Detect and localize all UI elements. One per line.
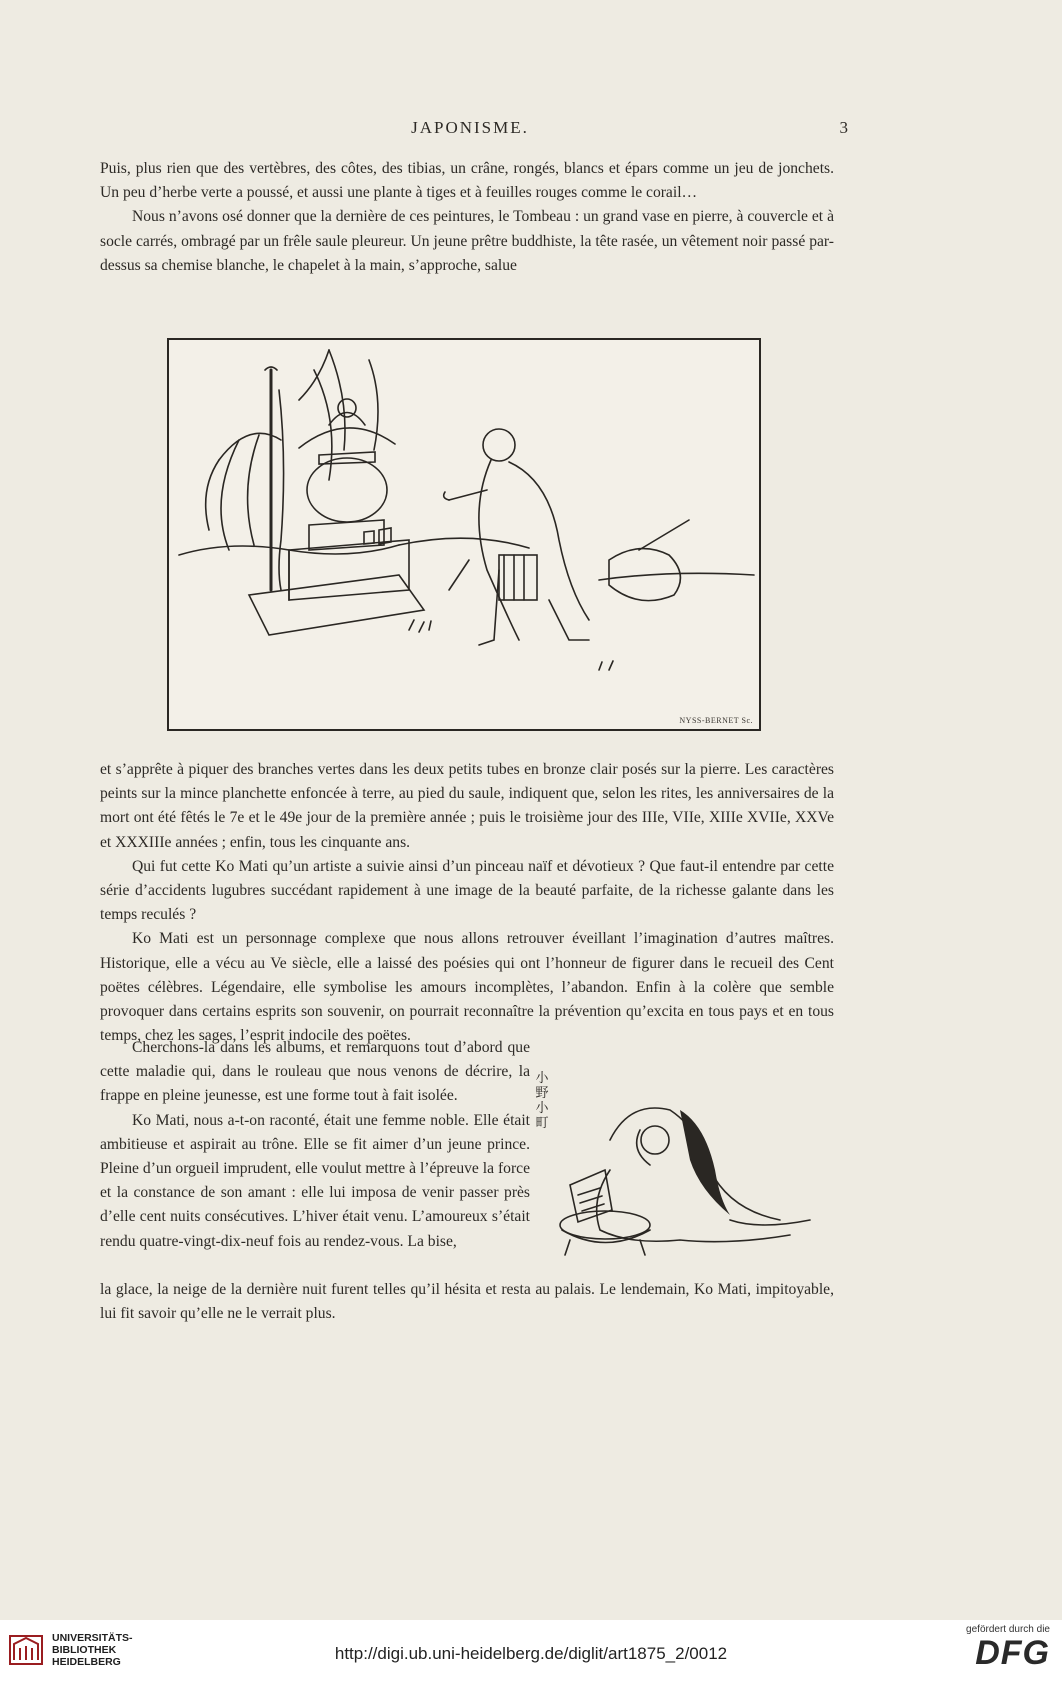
calligraphy-seal: 小野小町 (535, 1070, 549, 1130)
paragraph: Nous n’avons osé donner que la dernière de ces peintures, le Tombeau : un grand vase en pierre, à couvercle et à socle carrés, ombragé par un frêle saule pleureur. Un jeune prêtre buddhiste, la tête rasée, un vêtement noir passé par-dessus sa chemise blanche, le chapelet à la main, s’approche, salue (100, 208, 834, 274)
paragraph: Ko Mati, nous a-t-on raconté, était une femme noble. Elle était ambitieuse et aspirait au trône. Elle se fit aimer d’un jeune prince. Pleine d’un orgueil imprudent, elle voulut mettre à l’épreuve la force et la constance de son amant : elle lui imposa de venir passer près d’elle cent nuits consécutives. L’hiver était venu. L’amoureux s’était rendu quatre-vingt-dix-neuf fois au rendez-vous. La bise, (100, 1111, 530, 1250)
permalink-url[interactable]: http://digi.ub.uni-heidelberg.de/diglit/art1875_2/0012 (334, 1644, 728, 1663)
footer-bar (0, 1620, 1062, 1684)
page-header (100, 118, 848, 148)
tomb-illustration (167, 338, 761, 731)
dfg-logo: DFG (975, 1634, 1050, 1672)
paragraph-text: et s’apprête à piquer des branches vertes dans les deux petits tubes en bronze clair posés sur la pierre. Les caractères peints sur la mince planchette enfoncée à terre, au pied du saule, indiquent que, selon les rites, les anniversaires de la mort ont été fêtés le 7e et le 49e jour de la première année ; puis le troisième jour des IIIe, VIIe, XIIIe XVIIe, XXVe et XXXIIIe années ; enfin, tous les cinquante ans. (100, 761, 834, 851)
tomb-drawing (169, 340, 759, 729)
engraver-signature: NYSS-BERNET Sc. (679, 716, 753, 725)
paragraph: Ko Mati est un personnage complexe que nous allons retrouver éveillant l’imagination d’autres maîtres. Historique, elle a vécu au Ve siècle, elle a laissé des poésies qui ont l’honneur de figurer dans le recueil des Cent poëtes célèbres. Légendaire, elle symbolise les amours incomplètes, l’abandon. Enfin à la colère que semble provoquer dans certains esprits son souvenir, on pourrait reconnaître la prévention qu’excita en tous pays et en tous temps, chez les sages, l’esprit indocile des poëtes. (100, 930, 834, 1045)
funded-by-caption: gefördert durch die (966, 1624, 1050, 1635)
library-line: HEIDELBERG (52, 1656, 121, 1668)
text-block-beside-vignette (100, 1036, 530, 1254)
paragraph: la glace, la neige de la dernière nuit furent telles qu’il hésita et resta au palais. Le lendemain, Ko Mati, impitoyable, lui fit savoir qu’elle ne le verrait plus. (100, 1281, 834, 1323)
paragraph (100, 758, 834, 855)
ko-mati-drawing (530, 1070, 830, 1270)
page-number: 3 (839, 118, 848, 137)
paragraph: Puis, plus rien que des vertèbres, des côtes, des tibias, un crâne, rongés, blancs et épars comme un jeu de jonchets. Un peu d’herbe verte a poussé, et aussi une plante à tiges et à feuilles rouges comme le corail… (100, 160, 834, 202)
text-block-top (100, 157, 834, 278)
text-block-bottom (100, 1278, 834, 1326)
running-head: JAPONISME. (411, 118, 529, 137)
ko-mati-vignette (530, 1070, 830, 1270)
funder-block[interactable] (940, 1624, 1050, 1680)
paragraph: Qui fut cette Ko Mati qu’un artiste a suivie ainsi d’un pinceau naïf et dévotieux ? Que faut-il entendre par cette série d’accidents lugubres succédant rapidement à une image de la beauté parfaite, de la richesse galante dans les temps reculés ? (100, 857, 834, 924)
library-line: BIBLIOTHEK (52, 1644, 117, 1656)
paragraph: Cherchons-la dans les albums, et remarquons tout d’abord que cette maladie qui, dans le rouleau que nous venons de décrire, la frappe en pleine jeunesse, est une forme tout à fait isolée. (100, 1039, 530, 1105)
text-block-middle (100, 758, 834, 1048)
library-line: UNIVERSITÄTS- (52, 1632, 133, 1644)
